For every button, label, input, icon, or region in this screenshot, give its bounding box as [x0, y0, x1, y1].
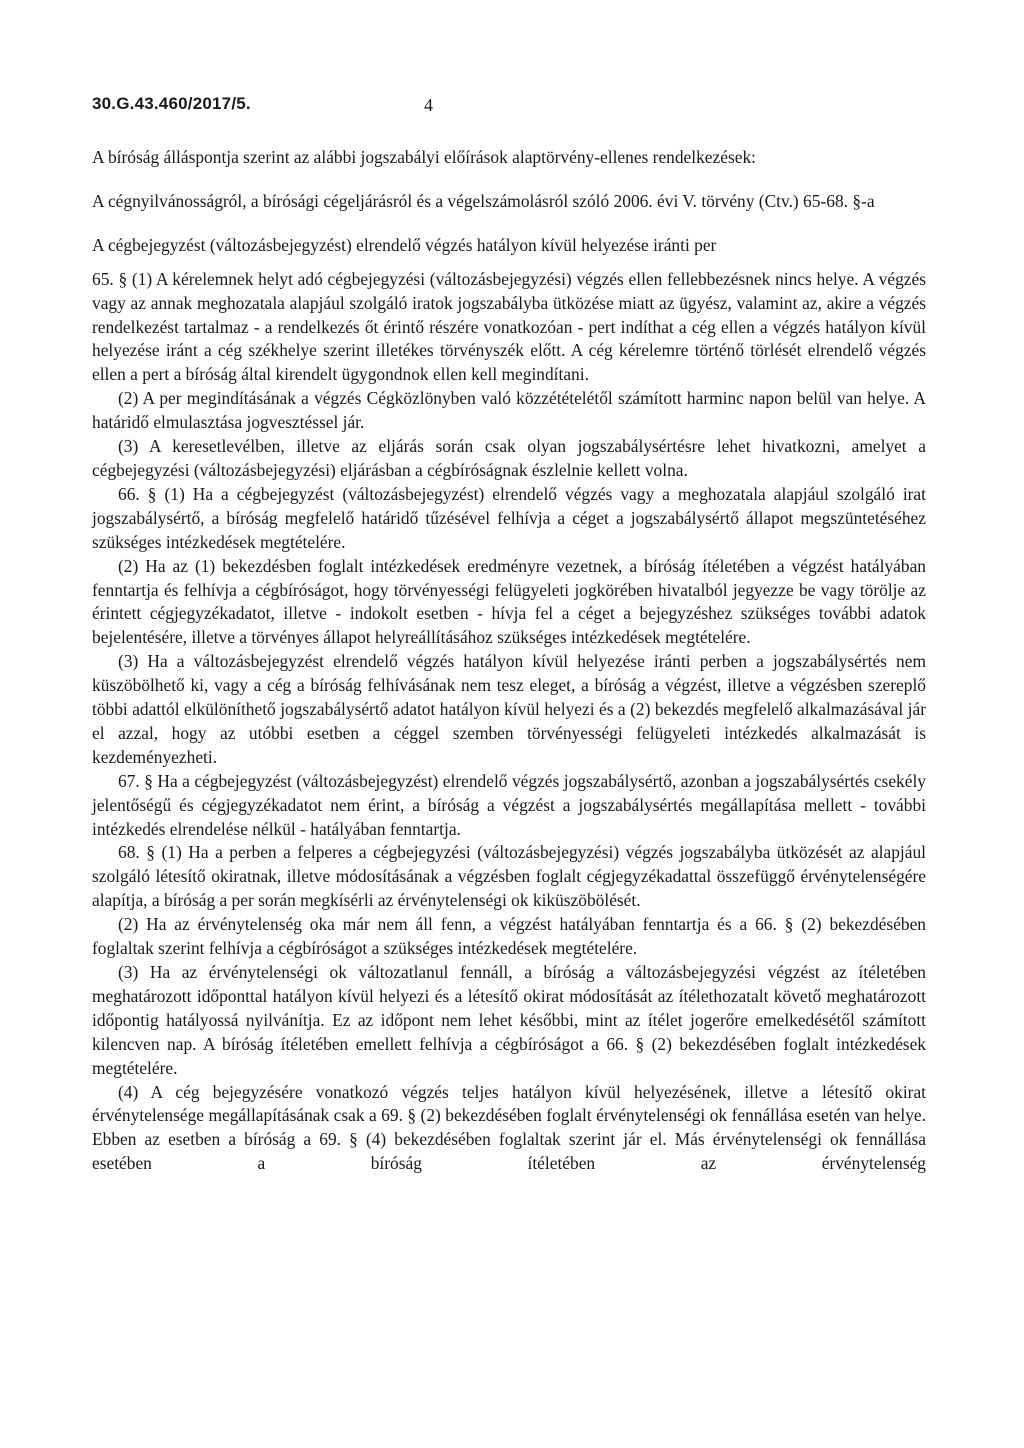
paragraph-65-2: (2) A per megindításának a végzés Cégközlönyben való közzétételétől számított harminc napon belül van helye. A határidő elmulasztása jogvesztéssel jár. [92, 388, 926, 433]
paragraph-65-3: (3) A keresetlevélben, illetve az eljárás során csak olyan jogszabálysértésre lehet hivatkozni, amelyet a cégbejegyzési (változásbejegyzési) eljárásban a cégbíróságnak észlelnie kellett volna. [92, 436, 926, 480]
paragraph-section-heading: A cégbejegyzést (változásbejegyzést) elrendelő végzés hatályon kívül helyezése iránti per [92, 234, 717, 255]
paragraph-intro: A bíróság álláspontja szerint az alábbi jogszabályi előírások alaptörvény-ellenes rendelkezések: [92, 147, 756, 167]
paragraph-68-4: (4) A cég bejegyzésére vonatkozó végzés teljes hatályon kívül helyezésének, illetve a létesítő okirat érvénytelensége megállapításának csak a 69. § (2) bekezdésében foglalt érvénytelenségi ok fennállása esetén van helye. Ebben az esetben a bíróság a 69. § (4) bekezdésében foglaltak szerint jár el. Más érvénytelenségi ok fennállása esetében a bíróság ítéletében az érvénytelenség [92, 1081, 926, 1174]
paragraph-68-2: (2) Ha az érvénytelenség oka már nem áll fenn, a végzést hatályában fenntartja és a 66. § (2) bekezdésében foglaltak szerint felhívja a cégbíróságot a szükséges intézkedések megtételére. [92, 914, 926, 959]
paragraph-65-1: 65. § (1) A kérelemnek helyt adó cégbejegyzési (változásbejegyzési) végzés ellen fellebbezésnek nincs helye. A végzés vagy az annak meghozatala alapjául szolgáló iratok jogszabályba ütközése miatt az ügyész, valamint az, akire a végzés rendelkezést tartalmaz - a rendelkezés őt érintő részére vonatkozóan - pert indíthat a cég ellen a végzés hatályon kívül helyezése iránt a cég székhelye szerint illetékes törvényszék előtt. A cég kérelemre történő törlését elrendelő végzés ellen a pert a bíróság által kirendelt ügygondnok ellen kell megindítani. [92, 268, 926, 385]
document-body [92, 146, 926, 1176]
paragraph-68-1: 68. § (1) Ha a perben a felperes a cégbejegyzési (változásbejegyzési) végzés jogszabályba ütközését az alapjául szolgáló létesítő okiratnak, illetve módosításának a végzésben foglalt cégjegyzékadattal összefüggő érvénytelenségére alapítja, a bíróság a per során megkísérli az érvénytelenségi ok kiküszöbölését. [92, 842, 926, 911]
paragraph-66-2: (2) Ha az (1) bekezdésben foglalt intézkedések eredményre vezetnek, a bíróság ítéletében a végzést hatályában fenntartja és felhívja a cégbíróságot, hogy törvényességi felügyeleti jogkörében hivatalból jegyezze be vagy törölje az érintett cégjegyzékadatot, illetve - indokolt esetben - hívja fel a céget a bejegyzéshez szükséges további adatok bejelentésére, illetve a törvényes állapot helyreállításához szükséges intézkedések megtételére. [92, 555, 926, 648]
paragraph-66-3: (3) Ha a változásbejegyzést elrendelő végzés hatályon kívül helyezése iránti perben a jogszabálysértés nem küszöbölhető ki, vagy a cég a bíróság felhívásának nem tesz eleget, a bíróság a végzést, illetve a végzésben szereplő többi adattól elkülöníthető jogszabálysértő adatot hatályon kívül helyezi és a (2) bekezdés megfelelő alkalmazásával jár el azzal, hogy az utóbbi esetben a céggel szemben törvényességi felügyeleti intézkedés alkalmazását is kezdeményezheti. [92, 651, 926, 767]
paragraph-67: 67. § Ha a cégbejegyzést (változásbejegyzést) elrendelő végzés jogszabálysértő, azonban a jogszabálysértés csekély jelentőségű és cégjegyzékadatot nem érint, a bíróság a végzést a jogszabálysértés megállapítása mellett - további intézkedés elrendelése nélkül - hatályában fenntartja. [92, 770, 926, 839]
page-number: 4 [424, 95, 433, 115]
paragraph-66-1: 66. § (1) Ha a cégbejegyzést (változásbejegyzést) elrendelő végzés vagy a meghozatala alapjául szolgáló irat jogszabálysértő, a bíróság megfelelő határidő tűzésével felhívja a céget a jogszabálysértő állapot megszüntetéséhez szükséges intézkedések megtételére. [92, 483, 926, 552]
case-number: 30.G.43.460/2017/5. [92, 94, 251, 113]
paragraph-68-3: (3) Ha az érvénytelenségi ok változatlanul fennáll, a bíróság a változásbejegyzési végzést az ítéletében meghatározott időponttal hatályon kívül helyezi és a létesítő okirat módosítását az ítélethozatalt követő meghatározott időpontig hatályossá nyilvánítja. Ez az időpont nem lehet későbbi, mint az ítélet jogerőre emelkedésétől számított kilencven nap. A bíróság ítéletében emellett felhívja a cégbíróságot a 66. § (2) bekezdésében foglalt intézkedések megtételére. [92, 962, 926, 1078]
paragraph-law-title: A cégnyilvánosságról, a bírósági cégeljárásról és a végelszámolásról szóló 2006. évi V. törvény (Ctv.) 65-68. §-a [92, 190, 875, 211]
